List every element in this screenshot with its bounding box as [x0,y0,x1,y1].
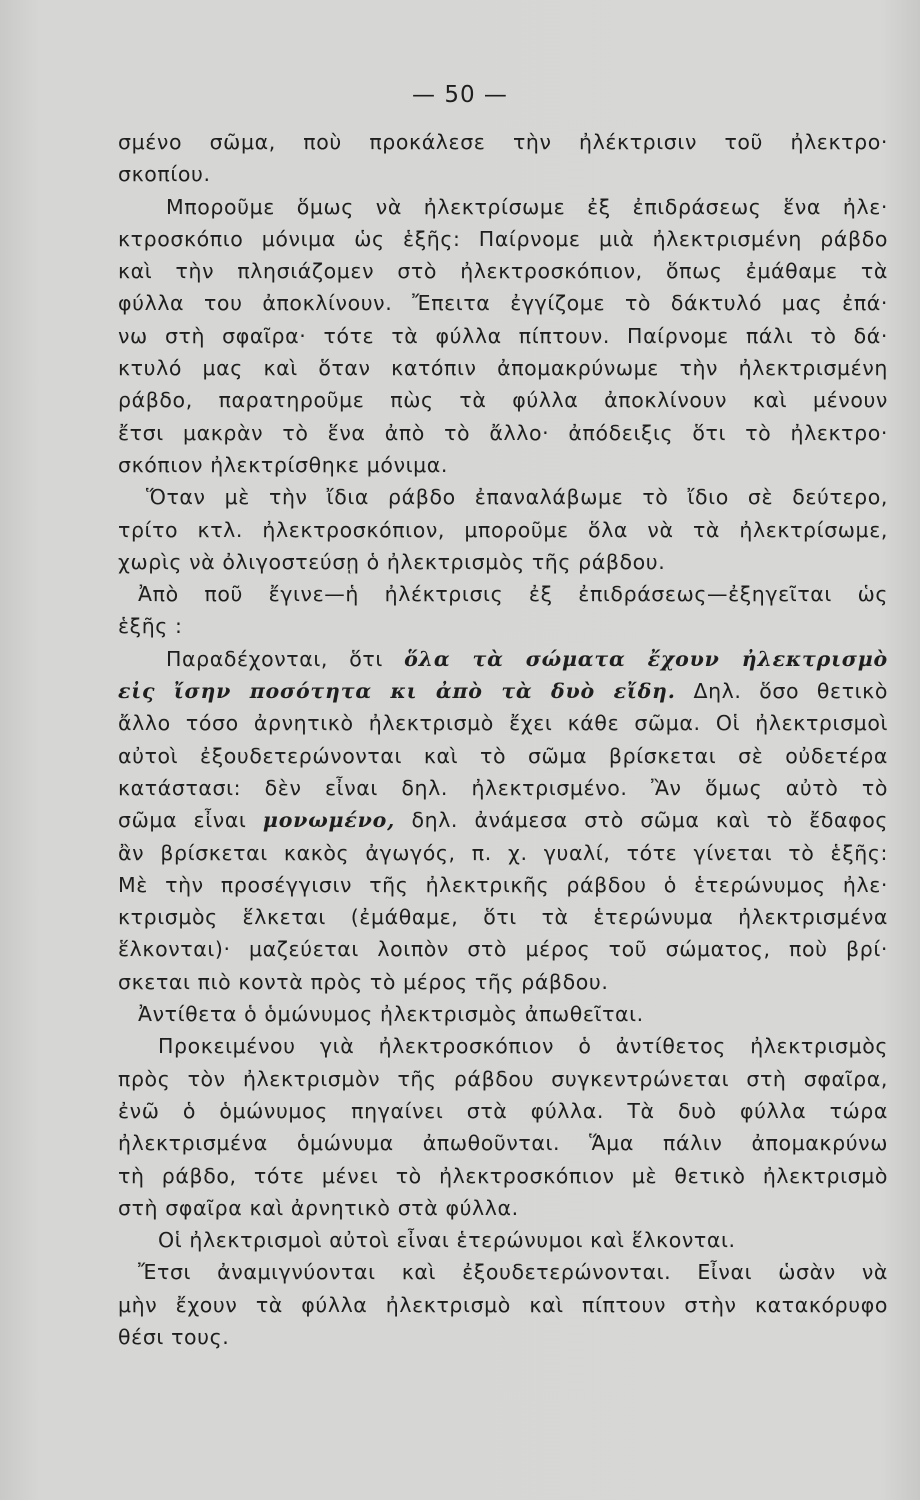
text-line: νω στὴ σφαῖρα· τότε τὰ φύλλα πίπτουν. Παίρνομε πάλι τὸ δά· [118,323,888,348]
text-line: τὴ ράβδο, τότε μένει τὸ ἠλεκτροσκόπιον μὲ θετικὸ ἠλεκτρισμὸ [118,1163,888,1188]
text-line: κτυλό μας καὶ ὅταν κατόπιν ἀπομακρύνωμε τὴν ἠλεκτρισμένη [118,356,888,381]
text-line: τρίτο κτλ. ἠλεκτροσκόπιον, μποροῦμε ὅλα νὰ τὰ ἠλεκτρίσωμε, [118,517,888,542]
text-line: Ἀπὸ ποῦ ἔγινε—ἡ ἠλέκτρισις ἐξ ἐπιδράσεως—ἐξηγεῖται ὡς [138,582,888,607]
text-line: μὴν ἔχουν τὰ φύλλα ἠλεκτρισμὸ καὶ πίπτουν στὴν κατακόρυφο [118,1292,888,1317]
text-line: σμένο σῶμα, ποὺ προκάλεσε τὴν ἠλέκτρισιν τοῦ ἠλεκτρο· [118,130,888,154]
page-number: — 50 — [412,82,508,108]
text-line: σκοπίου. [118,162,211,187]
text-line: αὐτοὶ ἐξουδετερώνονται καὶ τὸ σῶμα βρίσκεται σὲ οὐδετέρα [118,743,888,768]
text-line: ἠλεκτρισμένα ὁμώνυμα ἀπωθοῦνται. Ἅμα πάλιν ἀπομακρύνω [118,1131,888,1156]
text-line: Ἔτσι ἀναμιγνύονται καὶ ἐξουδετερώνονται. Εἶναι ὡσὰν νὰ [138,1260,888,1285]
text-line: σῶμα εἶναι μονωμένο, δηλ. ἀνάμεσα στὸ σῶμα καὶ τὸ ἔδαφος [118,808,888,833]
text-line: εἰς ἴσην ποσότητα κι ἀπὸ τὰ δυὸ εἴδη. Δηλ. ὅσο θετικὸ [118,679,889,704]
text-line: ἐνῶ ὁ ὁμώνυμος πηγαίνει στὰ φύλλα. Τὰ δυὸ φύλλα τώρα [118,1098,888,1123]
text-line: ἑξῆς : [118,614,183,639]
text-line: σκόπιον ἠλεκτρίσθηκε μόνιμα. [118,452,449,477]
text-line: θέσι τους. [118,1324,230,1349]
text-line: στὴ σφαῖρα καὶ ἀρνητικὸ στὰ φύλλα. [118,1195,519,1220]
text-line: πρὸς τὸν ἠλεκτρισμὸν τῆς ράβδου συγκεντρώνεται στὴ σφαῖρα, [118,1066,888,1091]
text-line: κατάστασι: δὲν εἶναι δηλ. ἠλεκτρισμένο. Ἂν ὅμως αὐτὸ τὸ [118,775,888,800]
body-text [118,126,888,1353]
text-line: κτροσκόπιο μόνιμα ὡς ἑξῆς: Παίρνομε μιὰ ἠλεκτρισμένη ράβδο [118,226,888,251]
text-line: ἕλκονται)· μαζεύεται λοιπὸν στὸ μέρος τοῦ σώματος, ποὺ βρί· [118,937,888,962]
text-line: καὶ τὴν πλησιάζομεν στὸ ἠλεκτροσκόπιον, ὅπως ἐμάθαμε τὰ [118,259,888,284]
text-line: ἔτσι μακρὰν τὸ ἕνα ἀπὸ τὸ ἄλλο· ἀπόδειξις ὅτι τὸ ἠλεκτρο· [118,420,888,445]
text-line: ἂν βρίσκεται κακὸς ἀγωγός, π. χ. γυαλί, τότε γίνεται τὸ ἑξῆς: [118,840,888,865]
text-line: σκεται πιὸ κοντὰ πρὸς τὸ μέρος τῆς ράβδου. [118,969,609,994]
text-line: Προκειμένου γιὰ ἠλεκτροσκόπιον ὁ ἀντίθετος ἠλεκτρισμὸς [158,1034,888,1059]
text-line: Μὲ τὴν προσέγγισιν τῆς ἠλεκτρικῆς ράβδου ὁ ἑτερώνυμος ἠλε· [118,872,888,897]
text-line: Οἱ ἠλεκτρισμοὶ αὐτοὶ εἶναι ἑτερώνυμοι καὶ ἕλκονται. [158,1228,736,1253]
text-line: Ἀντίθετα ὁ ὁμώνυμος ἠλεκτρισμὸς ἀπωθεῖται. [138,1002,644,1027]
text-line: Μποροῦμε ὅμως νὰ ἠλεκτρίσωμε ἐξ ἐπιδράσεως ἕνα ἠλε· [166,194,888,219]
text-line: Ὅταν μὲ τὴν ἴδια ράβδο ἐπαναλάβωμε τὸ ἴδιο σὲ δεύτερο, [146,485,888,510]
text-line: φύλλα του ἀποκλίνουν. Ἔπειτα ἐγγίζομε τὸ δάκτυλό μας ἐπά· [118,291,888,316]
text-line: χωρὶς νὰ ὀλιγοστεύσῃ ὁ ἠλεκτρισμὸς τῆς ράβδου. [118,549,666,574]
text-line: ράβδο, παρατηροῦμε πὼς τὰ φύλλα ἀποκλίνουν καὶ μένουν [118,388,888,413]
text-line: ἄλλο τόσο ἀρνητικὸ ἠλεκτρισμὸ ἔχει κάθε σῶμα. Οἱ ἠλεκτρισμοὶ [118,711,888,736]
text-line: Παραδέχονται, ὅτι ὅλα τὰ σώματα ἔχουν ἠλεκτρισμὸ [166,646,888,671]
text-line: κτρισμὸς ἕλκεται (ἐμάθαμε, ὅτι τὰ ἑτερώνυμα ἠλεκτρισμένα [118,905,888,930]
